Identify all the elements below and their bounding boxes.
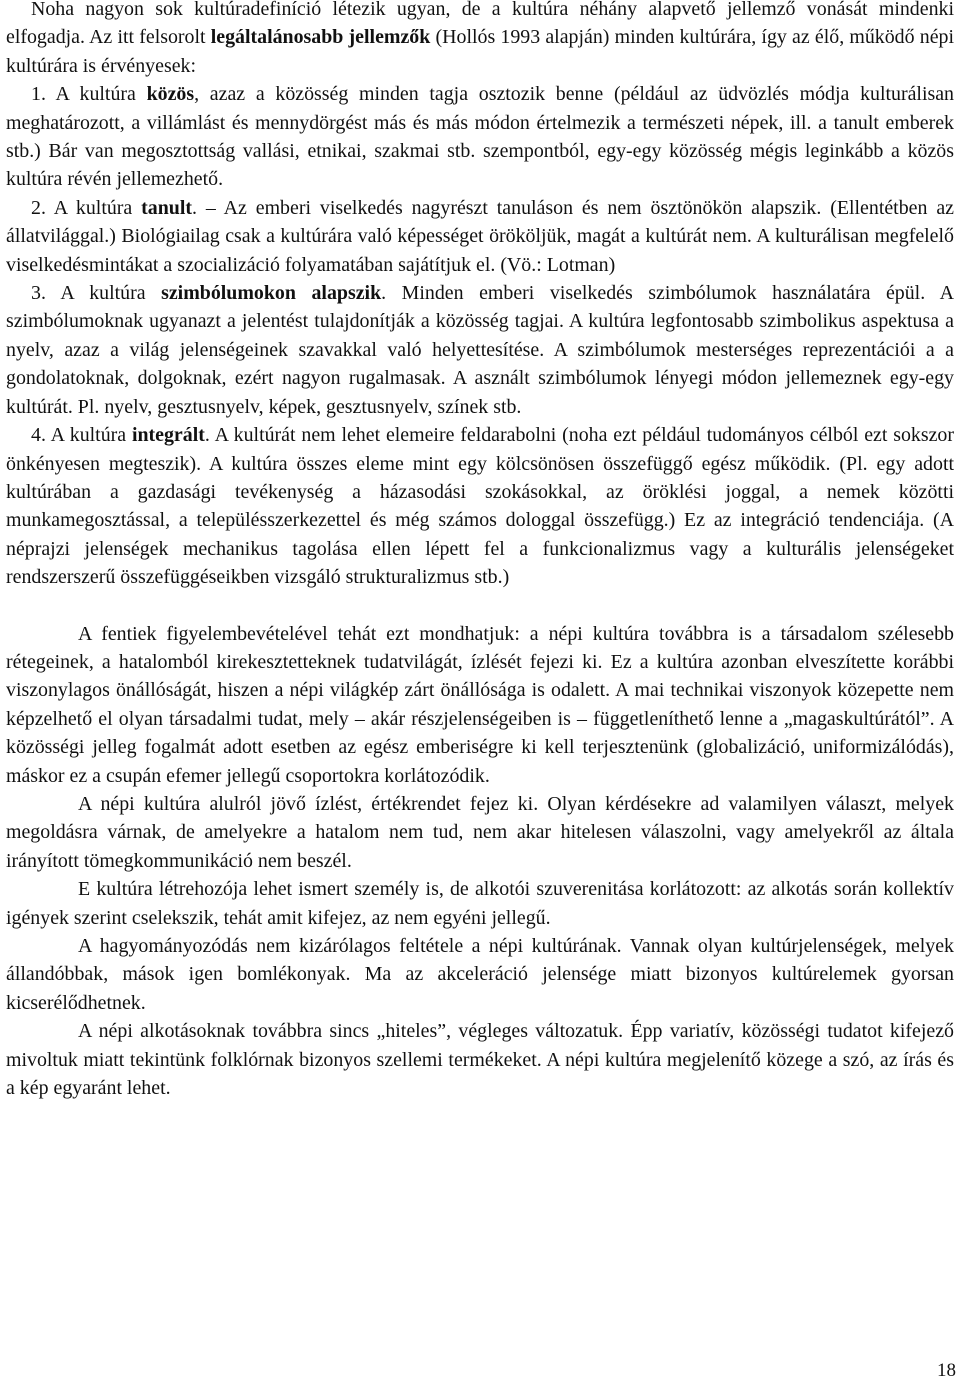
feature-text: . A kultúrát nem lehet elemeire feldarabolni (noha ezt például tudományos célból ezt sokszor önkényesen megteszik). A kultúra összes eleme mint egy kölcsönösen összefüggő egész működik. (Pl. egy adott kultúrában a gazdasági tevékenység a házasodási szokásokkal, az öröklési joggal, a nemek közötti munkamegosztással, a településszerkezettel és még számos dologgal összefügg.) Ez az integráció tendenciája. (A néprajzi jelenségek mechanikus tagolása ellen lépett fel a funkcionalizmus vagy a kulturális jelenségeket rendszerszerű összefüggéseikben vizsgáló strukturalizmus stb.) bbox=[6, 424, 954, 589]
feature-item-1 bbox=[6, 80, 954, 194]
feature-item-2 bbox=[6, 194, 954, 279]
body-paragraph-3: E kultúra létrehozója lehet ismert személy is, de alkotói szuverenitása korlátozott: az alkotás során kollektív igények szerint cselekszik, tehát amit kifejez, az nem egyéni jellegű. bbox=[6, 878, 954, 929]
feature-text: . – Az emberi viselkedés nagyrészt tanuláson és nem ösztönökön alapszik. (Ellentétben az állatvilággal.) Biológiailag csak a kultúrára való képességet örököljük, magát a kultúrát nem. A kulturálisan megfelelő viselkedésmintákat a szocializáció folyamatában sajátítjuk el. (Vö.: Lotman) bbox=[6, 196, 954, 276]
intro-text: Noha nagyon sok kultúradefiníció létezik ugyan, de a kultúra néhány alapvető jellemző vonását mindenki elfogadja. Az itt felsorolt bbox=[6, 0, 954, 49]
feature-lead: 1. A kultúra bbox=[31, 83, 147, 106]
paragraph-gap bbox=[6, 592, 954, 620]
feature-keyword: közös bbox=[146, 83, 195, 106]
feature-lead: 3. A kultúra bbox=[31, 282, 162, 305]
feature-item-3 bbox=[6, 279, 954, 421]
feature-text: . Minden emberi viselkedés szimbólumok használatára épül. A szimbólumoknak ugyanazt a jelentést tulajdonítják a közösség tagjai. A kultúra legfontosabb szimbolikus aspektusa a nyelv, azaz a világ jelenségeinek szavakkal való helyettesítése. A szimbólumok mesterséges reprezentációi a a gondolatoknak, dolgoknak, ezért nagyon rugalmasak. A asznált szimbólumok lényegi módon jellemeznek egy-egy kultúrát. Pl. nyelv, gesztusnyelv, képek, gesztusnyelv, színek stb. bbox=[6, 282, 954, 418]
body-paragraph-4: A hagyományozódás nem kizárólagos feltétele a népi kultúrának. Vannak olyan kultúrjelenségek, melyek állandóbbak, mások igen bomlékonyak. Ma az akceleráció jelensége miatt bizonyos kultúrelemek gyorsan kicserélődhetnek. bbox=[6, 935, 954, 1014]
feature-keyword: tanult bbox=[141, 196, 193, 219]
body-paragraph-5: A népi alkotásoknak továbbra sincs „hiteles”, végleges változatuk. Épp variatív, közösségi tudatot kifejező mivoltuk miatt tekintünk folklórnak bizonyos szellemi termékeket. A népi kultúra megjelenítő közege a szó, az írás és a kép egyaránt lehet. bbox=[6, 1020, 954, 1100]
intro-text-end: (Hollós 1993 alapján) minden kultúrára, így az élő, működő népi kultúrára is érvényesek: bbox=[6, 26, 955, 77]
intro-emphasis: legáltalánosabb jellemzők bbox=[210, 26, 431, 49]
body-paragraph-2: A népi kultúra alulról jövő ízlést, értékrendet fejez ki. Olyan kérdésekre ad valamilyen választ, melyek megoldásra várnak, de amelyekre a hatalom nem tud, nem akar hitelesen válaszolni, vagy amelyekről az általa irányított tömegkommunikáció nem beszél. bbox=[6, 792, 954, 872]
feature-keyword: integrált bbox=[131, 424, 205, 447]
intro-paragraph bbox=[6, 0, 954, 80]
feature-lead: 2. A kultúra bbox=[31, 196, 142, 219]
feature-text: , azaz a közösség minden tagja osztozik benne (például az üdvözlés módja kulturálisan meghatározott, a villámlást és mennydörgést más és más módon értelmezik a természeti népek, ill. a tanult emberek stb.) Bár van megosztottság vallási, etnikai, szakmai stb. szempontból, egy-egy közösség mégis leginkább a közös kultúra révén jellemezhető. bbox=[6, 83, 954, 191]
feature-keyword: szimbólumokon alapszik bbox=[161, 282, 382, 305]
body-paragraph-1: A fentiek figyelembevételével tehát ezt mondhatjuk: a népi kultúra továbbra is a társadalom szélesebb rétegeinek, a hatalomból kirekesztetteknek tudatvilágát, ízlését fejezi ki. Ez a kultúra azonban elveszítette korábbi viszonylagos önállóságát, hiszen a népi világkép zárt önállósága is odalett. A mai technikai viszonyok közepette nem képzelhető el olyan társadalmi tudat, mely – akár részjelenségeiben is – függetleníthető lenne a „magaskultúrától”. A közösségi jelleg fogalmát adott esetben az egész emberiségre ki kell terjesztenünk (globalizáció, uniformizálódás), máskor ez a csupán efemer jellegű csoportokra korlátozódik. bbox=[6, 622, 954, 787]
feature-lead: 4. A kultúra bbox=[31, 424, 132, 447]
page-number: 18 bbox=[937, 1360, 956, 1381]
feature-item-4 bbox=[6, 421, 954, 591]
document-page bbox=[6, 0, 954, 1102]
